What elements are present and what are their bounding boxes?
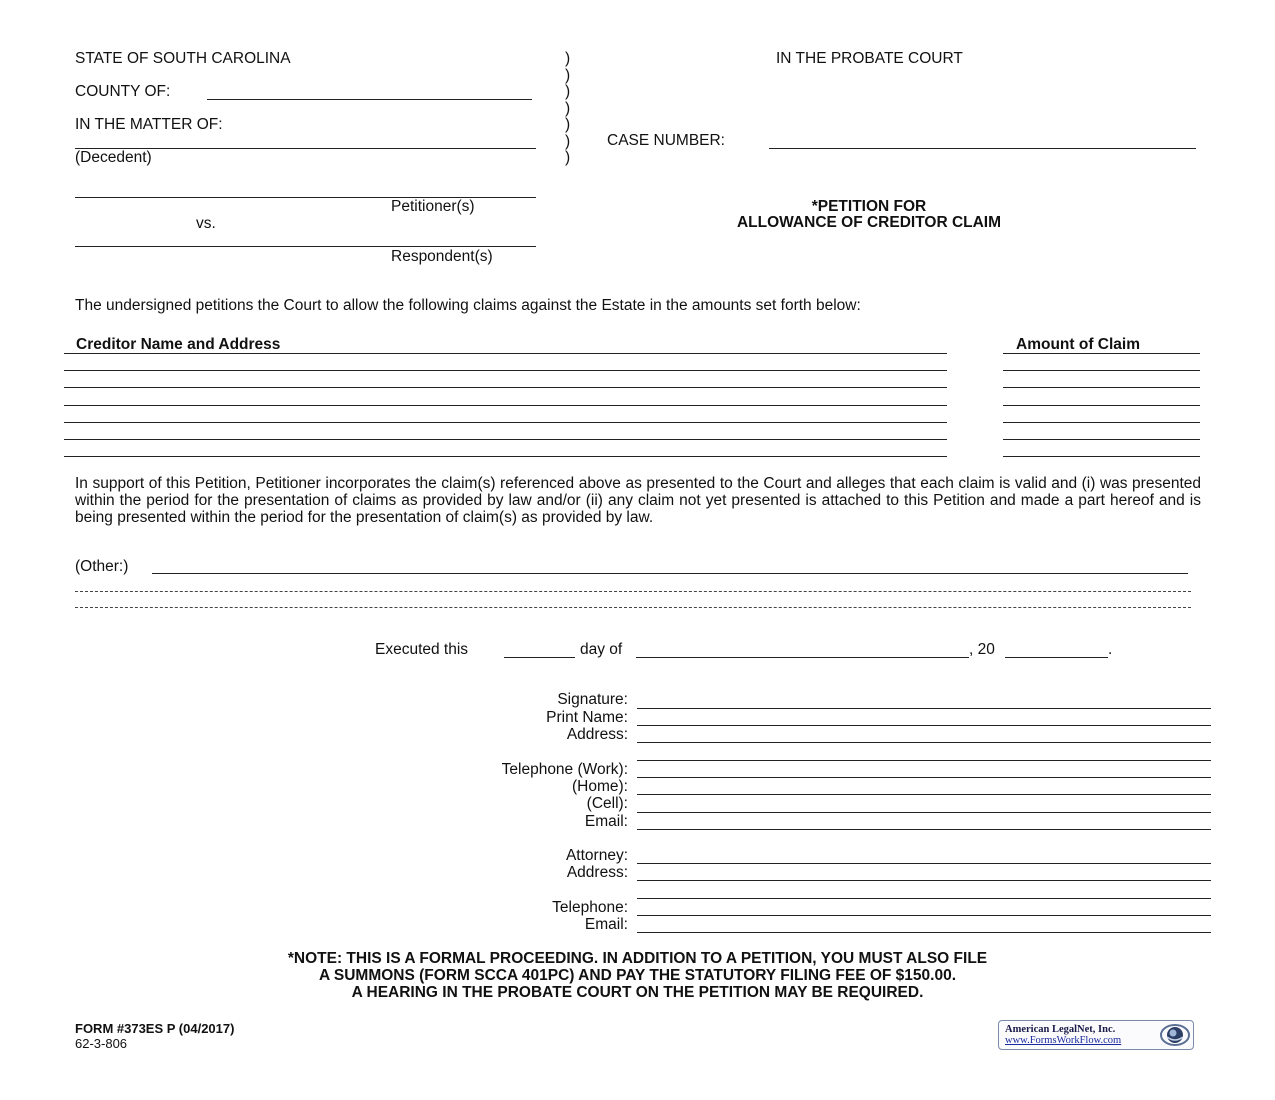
executed-month-field[interactable] [636, 657, 969, 658]
amount-row-field[interactable] [1003, 456, 1200, 457]
creditor-row-field[interactable] [64, 439, 947, 440]
attorney-email-field[interactable] [637, 932, 1211, 933]
amount-header-rule [1003, 353, 1200, 354]
signature-field[interactable] [637, 708, 1211, 709]
statute-number: 62-3-806 [75, 1036, 128, 1051]
amount-column-header: Amount of Claim [1016, 336, 1140, 353]
caption-paren: ) [565, 133, 571, 150]
attorney-label: Attorney: [565, 847, 628, 864]
address-field[interactable] [637, 742, 1211, 743]
email-label: Email: [584, 813, 628, 830]
print-name-label: Print Name: [546, 709, 628, 726]
amount-row-field[interactable] [1003, 387, 1200, 388]
vs-label: vs. [196, 215, 216, 232]
note-line3: A HEARING IN THE PROBATE COURT ON THE PETITION MAY BE REQUIRED. [351, 984, 924, 1001]
form-title-line2: ALLOWANCE OF CREDITOR CLAIM [736, 214, 1002, 231]
executed-day-field[interactable] [504, 657, 575, 658]
attorney-address-field[interactable] [637, 880, 1211, 881]
creditor-row-field[interactable] [64, 370, 947, 371]
other-label: (Other:) [75, 558, 129, 575]
creditor-row-field[interactable] [64, 405, 947, 406]
creditor-row-field[interactable] [64, 422, 947, 423]
creditor-row-field[interactable] [64, 387, 947, 388]
other-field-line2[interactable] [75, 591, 1191, 592]
telephone-work-field[interactable] [637, 777, 1211, 778]
amount-row-field[interactable] [1003, 439, 1200, 440]
decedent-label: (Decedent) [75, 149, 152, 166]
state-label: STATE OF SOUTH CAROLINA [75, 50, 291, 67]
caption-paren: ) [565, 116, 571, 133]
matter-label: IN THE MATTER OF: [75, 116, 223, 133]
telephone-home-label: (Home): [572, 778, 628, 795]
creditor-header-rule [64, 353, 947, 354]
note-line2: A SUMMONS (FORM SCCA 401PC) AND PAY THE STATUTORY FILING FEE OF $150.00. [318, 967, 957, 984]
amount-row-field[interactable] [1003, 370, 1200, 371]
globe-icon [1156, 1023, 1190, 1047]
caption-paren: ) [565, 67, 571, 84]
email-field[interactable] [637, 829, 1211, 830]
form-number: FORM #373ES P (04/2017) [75, 1021, 235, 1036]
other-field[interactable] [152, 573, 1188, 574]
other-field-line3[interactable] [75, 607, 1191, 608]
amount-row-field[interactable] [1003, 405, 1200, 406]
attorney-telephone-label: Telephone: [552, 899, 628, 916]
note-line1: *NOTE: THIS IS A FORMAL PROCEEDING. IN ADDITION TO A PETITION, YOU MUST ALSO FILE [287, 950, 988, 967]
caption-paren: ) [565, 50, 571, 67]
attorney-address-field-line2[interactable] [637, 898, 1211, 899]
court-label: IN THE PROBATE COURT [776, 50, 963, 67]
caption-paren: ) [565, 100, 571, 117]
respondent-name-field[interactable] [75, 246, 536, 247]
petitioner-label: Petitioner(s) [391, 198, 475, 215]
print-name-field[interactable] [637, 725, 1211, 726]
telephone-cell-label: (Cell): [586, 795, 628, 812]
day-of-label: day of [580, 641, 623, 658]
attorney-field[interactable] [637, 863, 1211, 864]
county-label: COUNTY OF: [75, 83, 171, 100]
executed-year-field[interactable] [1005, 657, 1108, 658]
form-title-line1: *PETITION FOR [811, 198, 927, 215]
address-label: Address: [566, 726, 628, 743]
address-field-line2[interactable] [637, 760, 1211, 761]
caption-paren: ) [565, 83, 571, 100]
case-number-field[interactable] [769, 148, 1196, 149]
respondent-label: Respondent(s) [391, 248, 493, 265]
signature-label: Signature: [557, 691, 628, 708]
creditor-column-header: Creditor Name and Address [76, 336, 281, 353]
intro-text: The undersigned petitions the Court to allow the following claims against the Estate in the amounts set forth below: [75, 297, 861, 314]
case-number-label: CASE NUMBER: [607, 132, 725, 149]
attorney-address-label: Address: [566, 864, 628, 881]
telephone-work-label: Telephone (Work): [501, 761, 628, 778]
executed-period: . [1108, 641, 1113, 658]
caption-paren: ) [565, 149, 571, 166]
american-legalnet-logo[interactable] [998, 1020, 1194, 1050]
telephone-cell-field[interactable] [637, 812, 1211, 813]
logo-url-link[interactable]: www.FormsWorkFlow.com [1005, 1035, 1122, 1046]
year-prefix-label: , 20 [969, 641, 995, 658]
amount-row-field[interactable] [1003, 422, 1200, 423]
telephone-home-field[interactable] [637, 794, 1211, 795]
support-paragraph: In support of this Petition, Petitioner incorporates the claim(s) referenced above as presented to the Court and alleges that each claim is valid and (i) was presented within the period for the presentation of claims as provided by law and/or (ii) any claim not yet presented is attached to this Petition and made a part hereof and is being presented within the period for the presentation of claim(s) as provided by law. [75, 475, 1201, 526]
executed-label: Executed this [375, 641, 469, 658]
attorney-telephone-field[interactable] [637, 915, 1211, 916]
county-field[interactable] [207, 99, 532, 100]
creditor-row-field[interactable] [64, 456, 947, 457]
attorney-email-label: Email: [584, 916, 628, 933]
logo-company-name: American LegalNet, Inc. [1005, 1024, 1116, 1035]
